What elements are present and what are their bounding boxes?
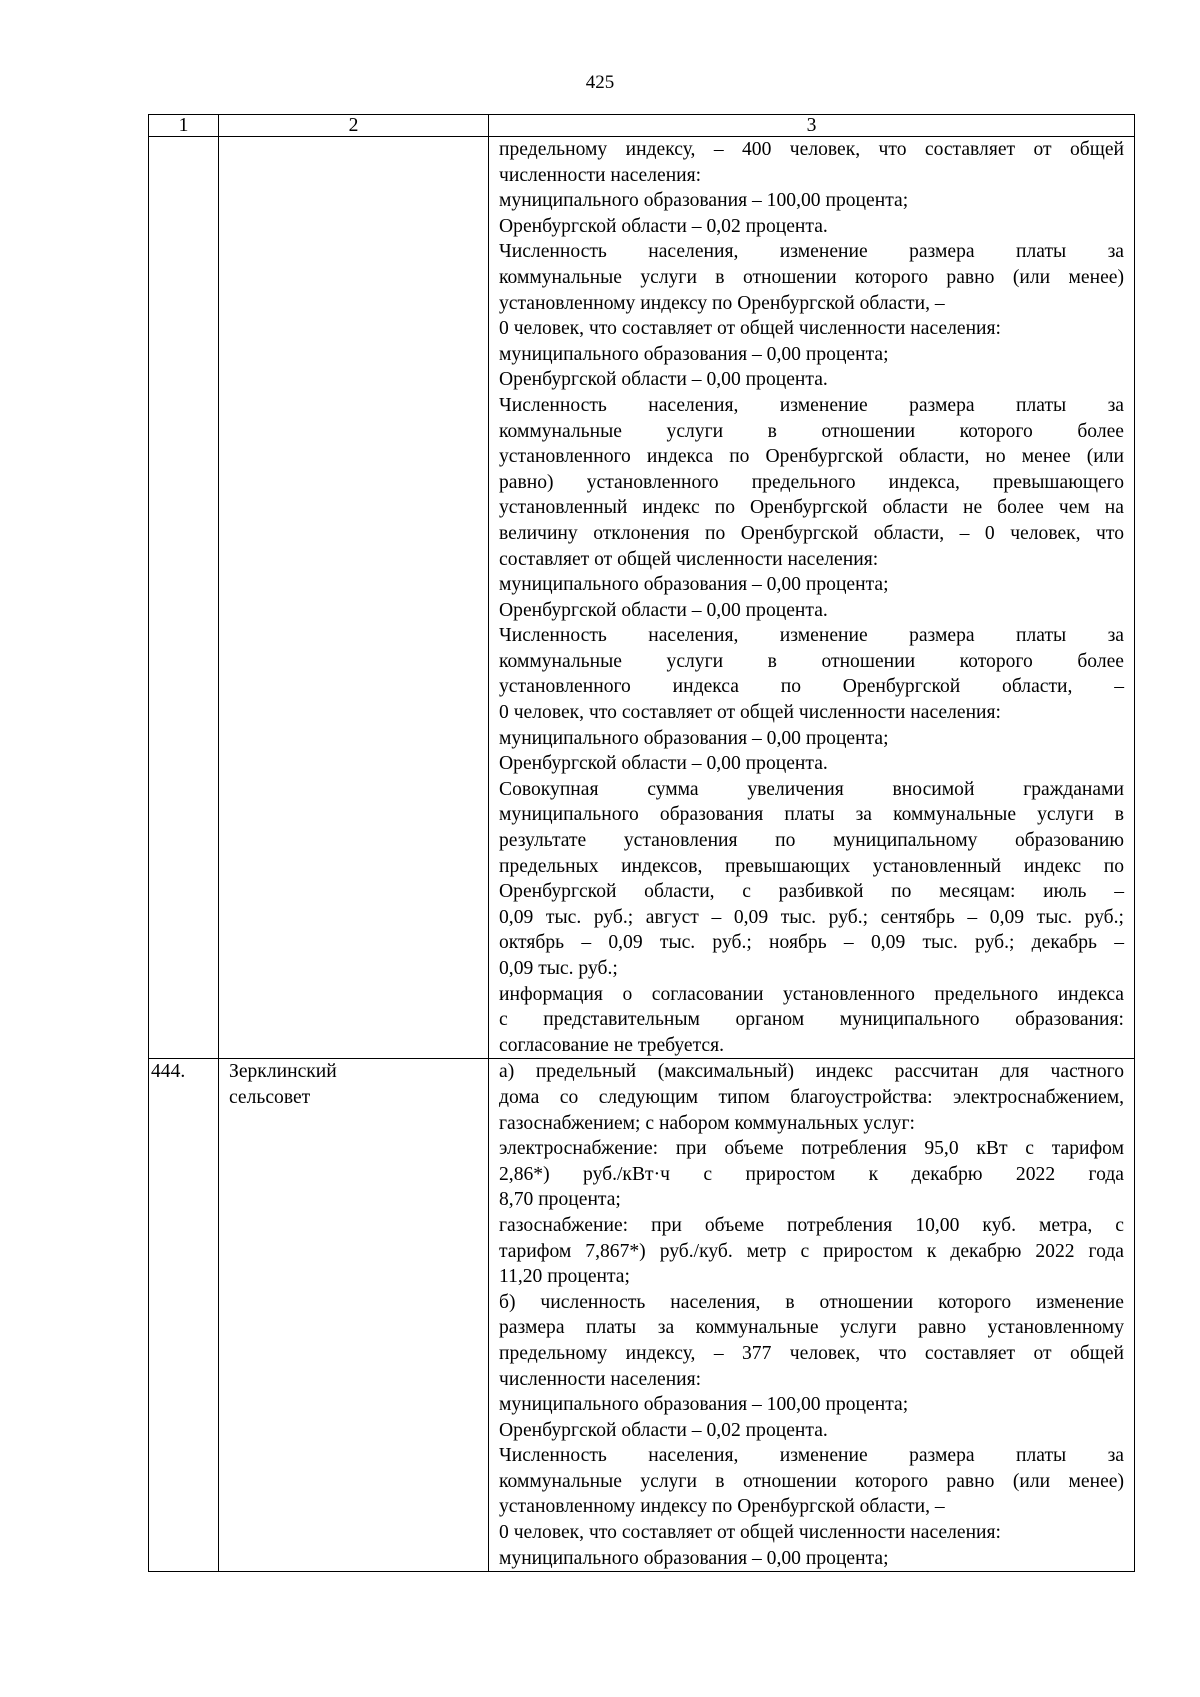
content-line: Оренбургской области – 0,02 процента. [499,215,828,237]
content-line: Оренбургской области, с разбивкой по месяцам: июль – [499,881,1124,903]
content-line: муниципального образования – 0,00 процента; [499,1547,889,1569]
content-line: Оренбургской области – 0,00 процента. [499,369,828,391]
content-line: информация о согласовании установленного предельного индекса [499,983,1124,1005]
content-line: 0 человек, что составляет от общей численности населения: [499,1522,1002,1544]
document-table [148,114,1135,1572]
content-line: Совокупная сумма увеличения вносимой гражданами [499,778,1124,800]
content-line: октябрь – 0,09 тыс. руб.; ноябрь – 0,09 тыс. руб.; декабрь – [499,932,1124,954]
content-line: Оренбургской области – 0,02 процента. [499,1419,828,1441]
page-number: 425 [585,72,615,93]
municipality-name-cell [219,137,489,1059]
content-line: газоснабжением; с набором коммунальных услуг: [499,1112,915,1134]
content-line: газоснабжение: при объеме потребления 10,00 куб. метра, с [499,1214,1124,1236]
table-row [149,137,1135,1059]
content-line: б) численность населения, в отношении которого изменение [499,1291,1124,1313]
content-line: численности населения: [499,164,702,186]
municipality-name-cell [219,1059,489,1572]
content-line: муниципального образования платы за коммунальные услуги в [499,804,1124,826]
content-line: составляет от общей численности населения: [499,548,879,570]
content-line: а) предельный (максимальный) индекс рассчитан для частного [499,1061,1124,1083]
content-line: установленному индексу по Оренбургской области, – [499,1496,945,1518]
content-cell [489,1059,1135,1572]
content-line: 0,09 тыс. руб.; [499,958,618,979]
content-line: Численность населения, изменение размера платы за [499,1445,1124,1467]
municipality-name-line: Зерклинский [229,1061,337,1083]
header-cell-1: 1 [149,115,219,137]
content-line: предельному индексу, – 377 человек, что составляет от общей [499,1342,1124,1364]
content-line: Оренбургской области – 0,00 процента. [499,599,828,621]
content-cell [489,137,1135,1059]
table-body [149,115,1135,1572]
content-line: установленного индекса по Оренбургской области, – [499,676,1124,698]
content-line: муниципального образования – 0,00 процента; [499,727,889,749]
content-line: 8,70 процента; [499,1189,621,1211]
row-number-cell [149,137,219,1059]
content-line: муниципального образования – 0,00 процента; [499,343,889,365]
content-line: тарифом 7,867*) руб./куб. метр с приростом к декабрю 2022 года [499,1240,1124,1262]
content-line: 0 человек, что составляет от общей численности населения: [499,702,1002,724]
content-line: коммунальные услуги в отношении которого более [499,650,1124,672]
content-line: дома со следующим типом благоустройства: электроснабжением, [499,1086,1124,1108]
content-line: Численность населения, изменение размера платы за [499,394,1124,416]
content-line: установленный индекс по Оренбургской области не более чем на [499,497,1124,519]
table-header-row [149,115,1135,137]
header-cell-3: 3 [489,115,1135,137]
content-line: 0 человек, что составляет от общей численности населения: [499,318,1002,340]
content-line: численности населения: [499,1368,702,1390]
row-number-cell: 444. [149,1059,219,1572]
content-line: 0,09 тыс. руб.; август – 0,09 тыс. руб.; сентябрь – 0,09 тыс. руб.; [499,906,1124,928]
content-line: Численность населения, изменение размера платы за [499,241,1124,263]
content-line: с представительным органом муниципального образования: [499,1009,1124,1031]
content-line: установленного индекса по Оренбургской области, но менее (или [499,446,1124,468]
content-line: Оренбургской области – 0,00 процента. [499,753,828,775]
content-line: муниципального образования – 100,00 процента; [499,190,909,212]
content-line: 11,20 процента; [499,1266,630,1288]
content-line: результате установления по муниципальному образованию [499,830,1124,852]
content-line: муниципального образования – 0,00 процента; [499,574,889,596]
content-line: согласование не требуется. [499,1034,725,1056]
content-line: предельному индексу, – 400 человек, что составляет от общей [499,139,1124,160]
content-line: предельных индексов, превышающих установленный индекс по [499,855,1124,877]
content-line: размера платы за коммунальные услуги равно установленному [499,1317,1124,1339]
content-line: 2,86*) руб./кВт·ч с приростом к декабрю 2022 года [499,1163,1124,1185]
content-line: коммунальные услуги в отношении которого равно (или менее) [499,266,1124,288]
content-line: установленному индексу по Оренбургской области, – [499,292,945,314]
content-line: Численность населения, изменение размера платы за [499,625,1124,647]
content-line: коммунальные услуги в отношении которого равно (или менее) [499,1470,1124,1492]
municipality-name-line: сельсовет [229,1086,311,1108]
content-line: муниципального образования – 100,00 процента; [499,1394,909,1416]
table-row [149,1059,1135,1572]
content-line: коммунальные услуги в отношении которого более [499,420,1124,442]
content-line: электроснабжение: при объеме потребления 95,0 кВт с тарифом [499,1138,1124,1160]
content-line: равно) установленного предельного индекса, превышающего [499,471,1124,493]
content-line: величину отклонения по Оренбургской области, – 0 человек, что [499,522,1124,544]
header-cell-2: 2 [219,115,489,137]
